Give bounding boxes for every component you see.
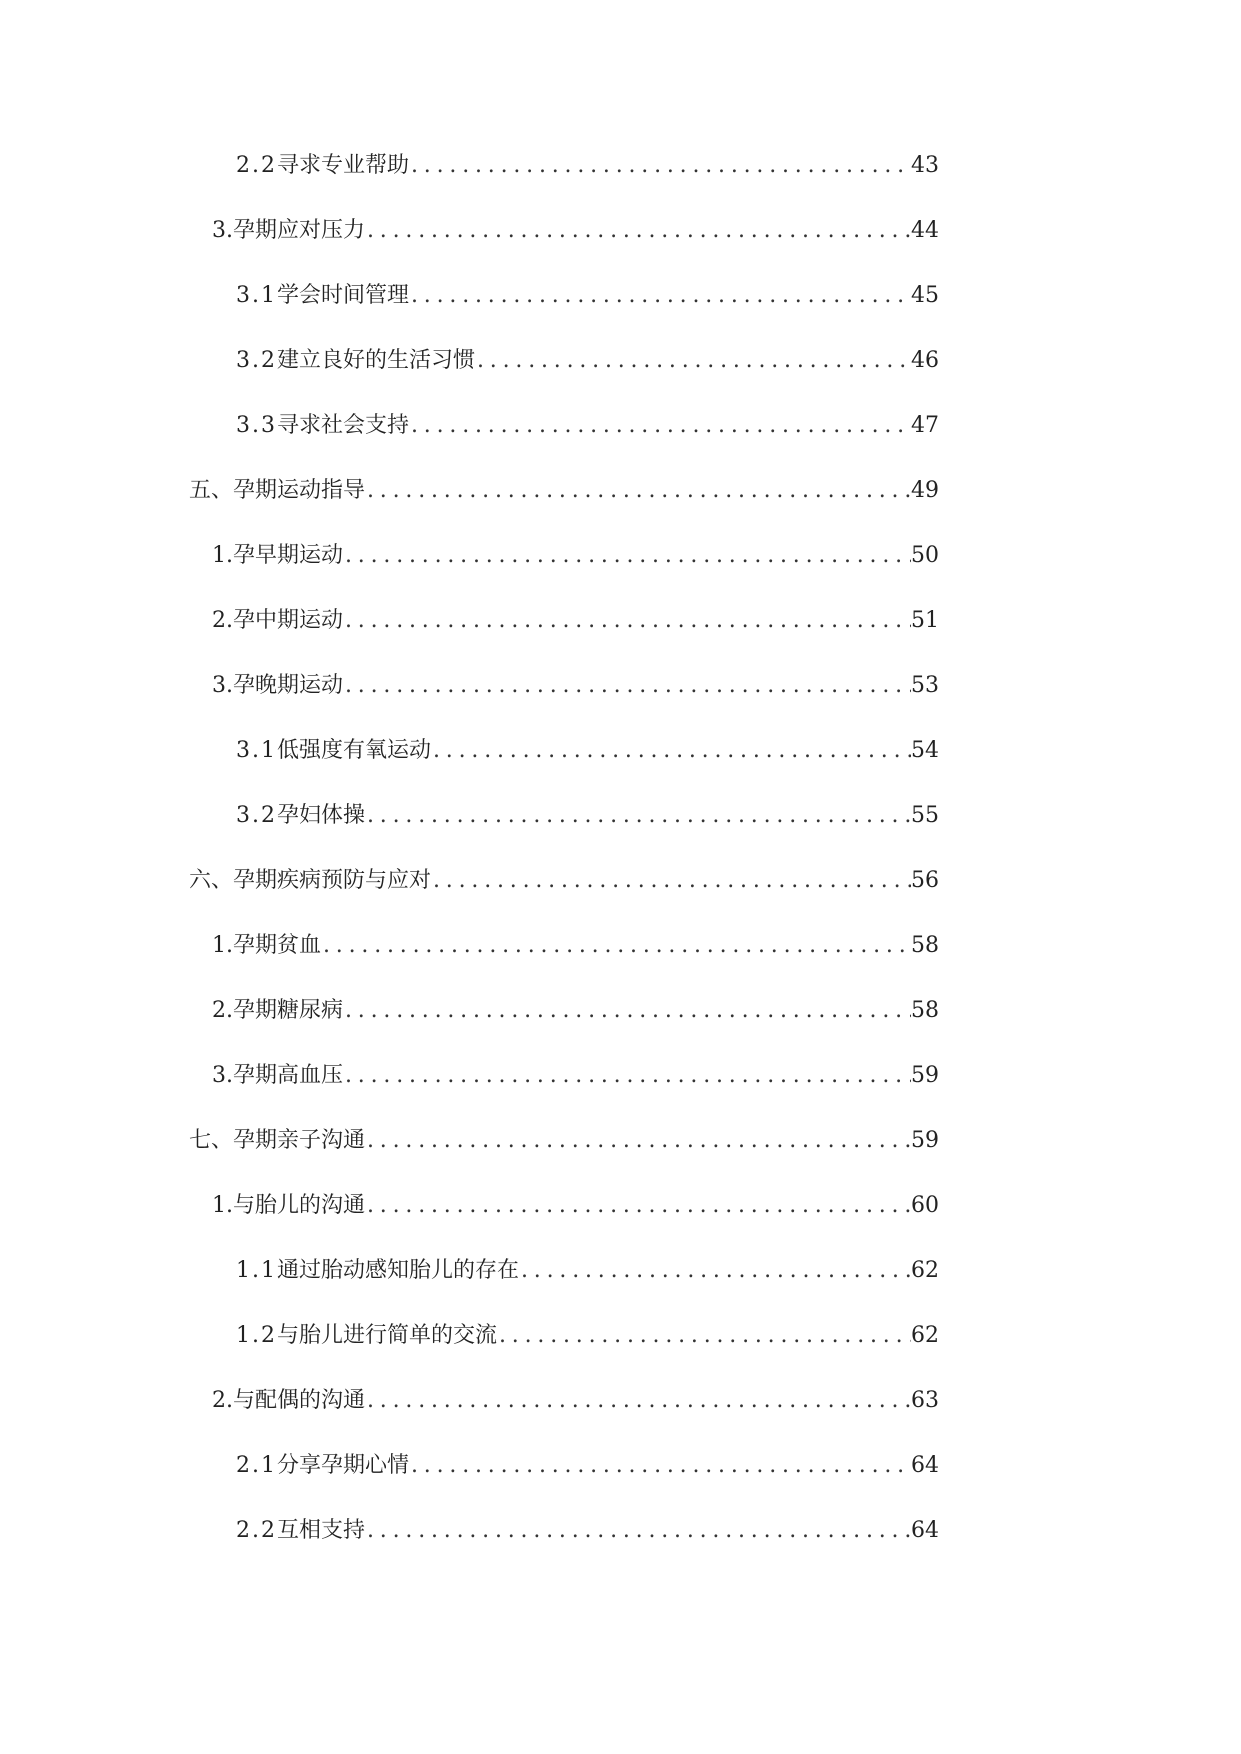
- toc-entry-title: 孕晚期运动: [233, 673, 344, 698]
- toc-entry[interactable]: [236, 1251, 939, 1291]
- toc-entry[interactable]: [212, 991, 939, 1031]
- toc-entry-number: 1.: [212, 1193, 233, 1218]
- toc-entry-page: 64: [911, 1518, 939, 1543]
- dot-leader: [367, 211, 911, 251]
- toc-entry-number: 2.1: [236, 1453, 277, 1478]
- toc-entry-page: 58: [911, 933, 939, 958]
- toc-entry-title: 分享孕期心情: [277, 1453, 410, 1478]
- dot-leader: [345, 601, 911, 641]
- toc-entry-page: 60: [911, 1193, 939, 1218]
- toc-entry[interactable]: [189, 1121, 939, 1161]
- toc-entry-page: 59: [911, 1063, 939, 1088]
- dot-leader: [433, 861, 911, 901]
- toc-entry-title: 学会时间管理: [277, 283, 410, 308]
- dot-leader: [367, 1186, 911, 1226]
- dot-leader: [367, 471, 911, 511]
- toc-entry-page: 47: [911, 413, 939, 438]
- dot-leader: [477, 341, 911, 381]
- toc-entry[interactable]: [212, 1056, 939, 1096]
- toc-entry[interactable]: [189, 471, 939, 511]
- toc-entry-page: 49: [911, 478, 939, 503]
- toc-entry-title: 孕期糖尿病: [233, 998, 344, 1023]
- toc-entry-number: 1.: [212, 543, 233, 568]
- toc-entry-title: 孕期高血压: [233, 1063, 344, 1088]
- toc-entry-number: 2.2: [236, 1518, 277, 1543]
- toc-entry[interactable]: [236, 406, 939, 446]
- toc-entry[interactable]: [236, 796, 939, 836]
- toc-entry[interactable]: [236, 276, 939, 316]
- toc-entry-number: 3.2: [236, 803, 277, 828]
- dot-leader: [323, 926, 911, 966]
- toc-entry[interactable]: [236, 1511, 939, 1551]
- toc-entry-title: 六、孕期疾病预防与应对: [189, 868, 432, 893]
- toc-entry-number: 1.2: [236, 1323, 277, 1348]
- toc-entry[interactable]: [212, 1186, 939, 1226]
- toc-entry-title: 寻求社会支持: [277, 413, 410, 438]
- dot-leader: [433, 731, 911, 771]
- dot-leader: [411, 146, 911, 186]
- toc-entry-number: 3.1: [236, 738, 277, 763]
- dot-leader: [411, 1446, 911, 1486]
- toc-entry-number: 3.1: [236, 283, 277, 308]
- toc-entry-page: 64: [911, 1453, 939, 1478]
- toc-entry-page: 59: [911, 1128, 939, 1153]
- toc-entry-title: 孕期应对压力: [233, 218, 366, 243]
- toc-entry-title: 低强度有氧运动: [277, 738, 432, 763]
- dot-leader: [411, 276, 911, 316]
- dot-leader: [345, 666, 911, 706]
- dot-leader: [367, 1121, 911, 1161]
- toc-entry-title: 孕期贫血: [233, 933, 322, 958]
- toc-entry-page: 56: [911, 868, 939, 893]
- toc-entry-number: 2.: [212, 1388, 233, 1413]
- toc-entry-title: 与胎儿的沟通: [233, 1193, 366, 1218]
- toc-entry-number: 3.: [212, 1063, 233, 1088]
- toc-entry[interactable]: [212, 1381, 939, 1421]
- toc-entry[interactable]: [212, 601, 939, 641]
- toc-entry[interactable]: [189, 861, 939, 901]
- toc-entry-number: 2.: [212, 608, 233, 633]
- toc-entry-title: 与胎儿进行简单的交流: [277, 1323, 498, 1348]
- toc-entry-page: 62: [911, 1323, 939, 1348]
- dot-leader: [367, 796, 911, 836]
- toc-entry[interactable]: [236, 341, 939, 381]
- toc-entry[interactable]: [212, 536, 939, 576]
- toc-entry[interactable]: [236, 731, 939, 771]
- toc-entry-number: 3.: [212, 673, 233, 698]
- toc-entry-title: 通过胎动感知胎儿的存在: [277, 1258, 520, 1283]
- toc-entry-number: 1.1: [236, 1258, 277, 1283]
- toc-entry-page: 58: [911, 998, 939, 1023]
- toc-entry[interactable]: [236, 146, 939, 186]
- dot-leader: [411, 406, 911, 446]
- toc-entry-number: 3.: [212, 218, 233, 243]
- toc-entry-title: 建立良好的生活习惯: [277, 348, 476, 373]
- toc-entry-page: 45: [911, 283, 939, 308]
- toc-entry-page: 51: [911, 608, 939, 633]
- toc-entry-title: 孕妇体操: [277, 803, 366, 828]
- toc-entry-title: 与配偶的沟通: [233, 1388, 366, 1413]
- toc-entry-title: 七、孕期亲子沟通: [189, 1128, 366, 1153]
- dot-leader: [345, 536, 911, 576]
- toc-entry-page: 50: [911, 543, 939, 568]
- toc-entry-title: 五、孕期运动指导: [189, 478, 366, 503]
- toc-entry-title: 孕早期运动: [233, 543, 344, 568]
- toc-entry[interactable]: [212, 211, 939, 251]
- toc-entry-title: 孕中期运动: [233, 608, 344, 633]
- dot-leader: [345, 1056, 911, 1096]
- toc-entry-number: 3.3: [236, 413, 277, 438]
- toc-entry[interactable]: [236, 1316, 939, 1356]
- toc-entry-number: 2.: [212, 998, 233, 1023]
- toc-entry[interactable]: [236, 1446, 939, 1486]
- toc-entry-page: 55: [911, 803, 939, 828]
- toc-entry-page: 62: [911, 1258, 939, 1283]
- toc-entry-page: 53: [911, 673, 939, 698]
- dot-leader: [367, 1511, 911, 1551]
- toc-entry-title: 寻求专业帮助: [277, 153, 410, 178]
- toc-entry-number: 2.2: [236, 153, 277, 178]
- toc-entry[interactable]: [212, 666, 939, 706]
- toc-entry-number: 1.: [212, 933, 233, 958]
- toc-entry-title: 互相支持: [277, 1518, 366, 1543]
- toc-entry-page: 54: [911, 738, 939, 763]
- toc-entry-number: 3.2: [236, 348, 277, 373]
- dot-leader: [521, 1251, 911, 1291]
- toc-entry[interactable]: [212, 926, 939, 966]
- toc-entry-page: 63: [911, 1388, 939, 1413]
- toc-entry-page: 44: [911, 218, 939, 243]
- dot-leader: [367, 1381, 911, 1421]
- toc-entry-page: 43: [911, 153, 939, 178]
- dot-leader: [499, 1316, 911, 1356]
- toc-entry-page: 46: [911, 348, 939, 373]
- dot-leader: [345, 991, 911, 1031]
